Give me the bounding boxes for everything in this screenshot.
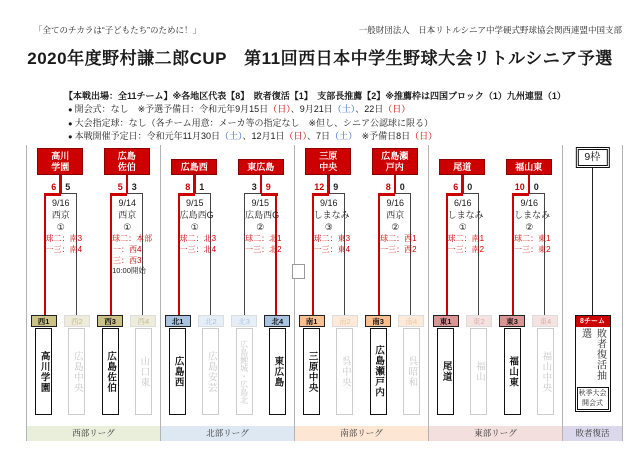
- page-header: [34, 24, 622, 36]
- team-name-box: 広島鯉城・広島北: [236, 328, 253, 415]
- winner-name-line: 三原: [319, 151, 338, 161]
- score-left: 8: [185, 182, 191, 192]
- match-round-number: ①: [56, 222, 65, 232]
- score-left: 6: [453, 182, 459, 192]
- match-venue: 西京: [386, 210, 405, 220]
- note-official-ball: ● 大会指定球：なし（各チーム用意：メーカ等の指定なし ※但し、シニア公認球に限る）: [68, 117, 437, 131]
- match-info-box: [312, 193, 351, 315]
- seed-label: 西4: [130, 315, 156, 327]
- umpire-assignment: 球二：西1: [380, 234, 417, 243]
- score-right: 5: [65, 182, 71, 192]
- match-venue: しまなみ: [313, 210, 350, 220]
- score-right: 3: [131, 182, 137, 192]
- umpire-assignment: 一三：北2: [245, 245, 282, 254]
- match-venue: 広島西G: [245, 210, 280, 220]
- league-group-north: [160, 145, 294, 441]
- winner-connector-line: [260, 172, 263, 193]
- revival-team-count: 8チーム: [576, 316, 610, 327]
- umpire-assignment: 球二：南1: [447, 234, 485, 243]
- team-column: [27, 315, 60, 415]
- entry-summary-line: 【本戦出場：全11チーム】※各地区代表【8】 敗者復活【1】 支部長推薦【2】※推薦枠は四国ブロック（1）九州連盟（1）: [64, 91, 566, 101]
- umpire-assignment: 三：西3: [113, 256, 142, 265]
- seed-label: 西2: [64, 315, 90, 327]
- match-east-2: [496, 145, 563, 426]
- match-venue: しまなみ: [447, 210, 484, 220]
- winner-name-line: 中央: [319, 161, 338, 172]
- score-right: 1: [199, 182, 205, 192]
- seed-label: 東3: [499, 315, 525, 327]
- winner-connector-line: [461, 172, 464, 193]
- team-column: [529, 315, 562, 415]
- league-band-east: 東部リーグ: [429, 426, 562, 441]
- team-name-box: 山口東: [135, 328, 152, 415]
- umpire-assignment: 一三：北4: [179, 245, 217, 254]
- match-round-number: ①: [458, 222, 467, 232]
- match-west-2: [94, 145, 161, 426]
- winner-name-line: 広島瀬: [381, 151, 409, 161]
- team-name-box: 広島安芸: [202, 328, 219, 415]
- team-name-box: 呉昭和: [403, 328, 420, 415]
- score-right: 0: [399, 182, 405, 192]
- winner-name-line: 佐伯: [117, 161, 136, 172]
- team-name-box: 広島中央: [68, 328, 85, 415]
- winner-tag: [37, 145, 83, 175]
- revival-draw-box: [575, 315, 611, 412]
- score-left: 3: [251, 182, 257, 192]
- match-venue: 西京: [51, 210, 70, 220]
- winner-connector-line: [327, 172, 330, 193]
- team-column: [228, 315, 261, 415]
- team-column: [429, 315, 462, 415]
- winner-connector-line: [44, 193, 61, 196]
- match-date: 9/14: [118, 198, 137, 208]
- winner-connector-line: [378, 193, 395, 196]
- team-column: [127, 315, 160, 415]
- winner-connector-line: [59, 172, 62, 193]
- match-info-box: [110, 193, 153, 315]
- team-column: [362, 315, 395, 415]
- match-round-number: ①: [190, 222, 199, 232]
- umpire-assignment: 球二：本部: [112, 234, 153, 243]
- seed-label: 北4: [264, 315, 290, 327]
- match-round-number: ②: [256, 222, 265, 232]
- match-note: 10:00開始: [112, 266, 146, 275]
- notes-list: [68, 103, 437, 144]
- league-band-west: 西部リーグ: [27, 426, 160, 441]
- team-column: [194, 315, 227, 415]
- seed-label: 東1: [433, 315, 459, 327]
- slot-9-box: 9枠: [577, 149, 607, 166]
- match-round-number: ②: [525, 222, 534, 232]
- score-left: 5: [117, 182, 123, 192]
- winner-name-line: 広島西: [180, 161, 208, 172]
- match-north-1: [161, 145, 228, 426]
- team-column: [295, 315, 328, 415]
- team-column: [60, 315, 93, 415]
- winner-tag: [506, 145, 552, 175]
- match-venue: 広島西G: [179, 210, 214, 220]
- score-left: 12: [314, 182, 325, 192]
- winner-tag: [372, 145, 418, 175]
- umpire-assignment: 一：西4: [113, 245, 142, 254]
- match-date: 9/16: [51, 198, 70, 208]
- match-date: 9/16: [520, 198, 539, 208]
- winner-tag: [104, 145, 150, 175]
- team-name-box: 福山: [470, 328, 487, 415]
- seed-label: 南4: [398, 315, 424, 327]
- seed-label: 西3: [97, 315, 123, 327]
- umpire-assignment: 球二：南3: [45, 234, 83, 243]
- note-opening-ceremony: ● 開会式：なし ※予選予備日：令和元年9月15日（日）、9月21日（土）、22日（日）: [68, 103, 437, 117]
- revival-ceremony-note: 秋季大会 開会式: [577, 387, 609, 410]
- team-name-box: 福山東: [504, 328, 521, 415]
- match-venue: しまなみ: [514, 210, 551, 220]
- team-name-box: 三原中央: [303, 328, 320, 415]
- team-name-box: 東広島: [269, 328, 286, 415]
- match-venue: 西京: [118, 210, 137, 220]
- match-date: 9/15: [251, 198, 270, 208]
- match-south-2: [362, 145, 429, 426]
- league-group-west: [26, 145, 160, 441]
- team-column: [395, 315, 428, 415]
- score-left: 6: [51, 182, 57, 192]
- seed-label: 北2: [198, 315, 224, 327]
- match-info-box: [178, 193, 217, 315]
- team-column: [328, 315, 361, 415]
- umpire-assignment: 球二：北3: [179, 234, 217, 243]
- score-right: 9: [265, 182, 271, 192]
- team-name-box: 高川学園: [35, 328, 52, 415]
- team-name-box: 尾道: [437, 328, 454, 415]
- team-name-box: 広島西: [169, 328, 186, 415]
- match-info-box: [378, 193, 417, 315]
- match-date: 9/15: [185, 198, 204, 208]
- winner-connector-line: [394, 172, 397, 193]
- team-name-box: 福山中央: [537, 328, 554, 415]
- seed-label: 南3: [365, 315, 391, 327]
- team-column: [462, 315, 495, 415]
- revival-column: [562, 145, 623, 441]
- match-round-number: ②: [391, 222, 400, 232]
- winner-name-line: 尾道: [453, 161, 472, 172]
- team-name-box: 広島佐伯: [102, 328, 119, 415]
- team-column: [94, 315, 127, 415]
- winner-connector-line: [110, 193, 127, 196]
- revival-draw-label: 敗者復活抽選: [579, 328, 606, 381]
- slot-connector-line: [592, 168, 594, 315]
- match-info-box: [244, 193, 282, 315]
- score-left: 10: [514, 182, 525, 192]
- score-right: 0: [533, 182, 539, 192]
- slogan-quote: 「全てのチカラは“子どもたち”のために！」: [34, 25, 201, 35]
- winner-name-line: 高川: [51, 151, 70, 161]
- page-title: 2020年度野村謙二郎CUP 第11回西日本中学生野球大会リトルシニア予選: [27, 49, 613, 68]
- match-info-box: [446, 193, 485, 315]
- match-date: 9/16: [386, 198, 405, 208]
- team-name-box: 呉中央: [336, 328, 353, 415]
- league-group-east: [428, 145, 562, 441]
- organization-name: 一般財団法人 日本リトルシニア中学硬式野球協会関西連盟中国支部: [358, 25, 622, 35]
- match-north-2: [228, 145, 295, 426]
- winner-tag: [305, 145, 351, 175]
- winner-name-line: 広島: [117, 151, 136, 161]
- team-column: [261, 315, 294, 415]
- small-empty-box: [292, 264, 305, 279]
- umpire-assignment: 一三：南2: [447, 245, 485, 254]
- winner-name-line: 福山東: [515, 161, 543, 172]
- umpire-assignment: 一三：東2: [514, 245, 551, 254]
- winner-name-line: 学園: [51, 161, 70, 172]
- seed-label: 北3: [231, 315, 257, 327]
- league-group-south: [294, 145, 428, 441]
- winner-tag: [439, 145, 485, 175]
- umpire-assignment: 球二：北1: [245, 234, 282, 243]
- match-west-1: [27, 145, 94, 426]
- team-column: [161, 315, 194, 415]
- league-band-north: 北部リーグ: [161, 426, 294, 441]
- match-round-number: ①: [123, 222, 132, 232]
- umpire-assignment: 球二：東1: [514, 234, 551, 243]
- match-info-box: [512, 193, 551, 315]
- league-band-south: 南部リーグ: [295, 426, 428, 441]
- winner-connector-line: [512, 193, 529, 196]
- winner-connector-line: [528, 172, 531, 193]
- team-name-box: 広島瀬戸内: [370, 328, 387, 415]
- winner-connector-line: [446, 193, 463, 196]
- umpire-assignment: 球二：東3: [313, 234, 351, 243]
- revival-band: 敗者復活: [563, 426, 622, 441]
- seed-label: 北1: [165, 315, 191, 327]
- umpire-assignment: 一三：西2: [380, 245, 417, 254]
- winner-connector-line: [312, 193, 329, 196]
- team-column: [496, 315, 529, 415]
- match-south-1: [295, 145, 362, 426]
- score-right: 9: [333, 182, 339, 192]
- match-date: 6/16: [453, 198, 472, 208]
- winner-name-line: 東広島: [247, 161, 275, 172]
- seed-label: 南2: [332, 315, 358, 327]
- bracket-area: [26, 145, 623, 441]
- winner-tag: [238, 145, 284, 175]
- seed-label: 西1: [31, 315, 57, 327]
- winner-name-line: 戸内: [385, 161, 404, 172]
- score-right: 0: [467, 182, 473, 192]
- umpire-assignment: 一三：南4: [45, 245, 83, 254]
- umpire-assignment: 一三：東4: [313, 245, 351, 254]
- note-main-tournament-dates: ● 本戦開催予定日：令和元年11月30日（土）、12月1日（日）、7日（土） ※予備日8日（日）: [68, 130, 437, 144]
- winner-connector-line: [261, 193, 278, 196]
- winner-tag: [171, 145, 217, 175]
- match-info-box: [44, 193, 83, 315]
- seed-label: 東2: [466, 315, 492, 327]
- score-left: 8: [385, 182, 391, 192]
- match-round-number: ③: [324, 222, 333, 232]
- seed-label: 南1: [299, 315, 325, 327]
- match-east-1: [429, 145, 496, 426]
- match-date: 9/16: [319, 198, 338, 208]
- winner-connector-line: [178, 193, 195, 196]
- winner-connector-line: [126, 172, 129, 193]
- winner-connector-line: [193, 172, 196, 193]
- seed-label: 東4: [532, 315, 558, 327]
